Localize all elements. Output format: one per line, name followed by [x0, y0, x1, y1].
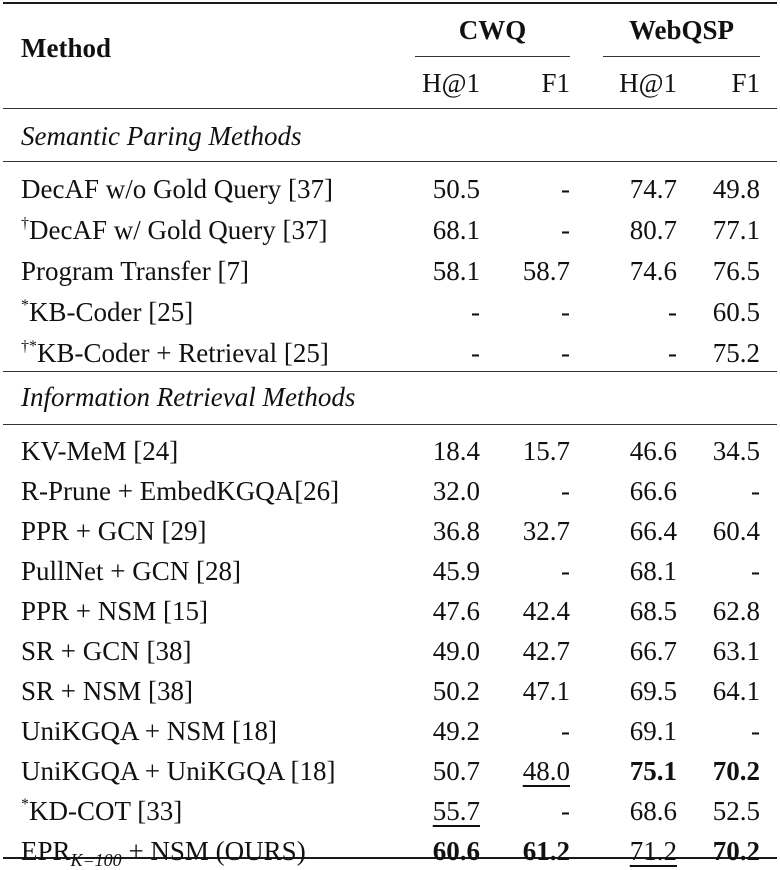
cwq-h1-value: 55.7: [432, 796, 480, 826]
cwq-h1-value: 47.6: [432, 596, 480, 626]
cwq-f1-value: 47.1: [522, 676, 570, 706]
webqsp-f1-value: 49.8: [712, 174, 760, 204]
webqsp-f1-value: 77.1: [712, 215, 760, 245]
method-label: KV-MeM [24]: [21, 436, 179, 466]
cwq-h1-value: -: [471, 297, 480, 327]
method-label: PPR + NSM [15]: [21, 596, 209, 626]
cwq-h1-value: 68.1: [432, 215, 480, 245]
webqsp-f1-value: 60.5: [712, 297, 760, 327]
cwq-f1-value: 15.7: [522, 436, 570, 466]
cwq-h1-value: 32.0: [432, 476, 480, 506]
section-title-information-retrieval: Information Retrieval Methods: [21, 382, 356, 412]
webqsp-f1-header: F1: [731, 68, 760, 98]
method-name: [21, 554, 241, 588]
header-rule: [3, 108, 777, 109]
cwq-h1-header: H@1: [422, 68, 480, 98]
webqsp-h1-value: 69.1: [629, 716, 677, 746]
method-label: UniKGQA + UniKGQA [18]: [21, 756, 336, 786]
method-header: Method: [21, 33, 111, 63]
cwq-f1-value: 32.7: [522, 516, 570, 546]
method-label-main: EPR: [21, 836, 71, 866]
webqsp-f1-value: 34.5: [712, 436, 760, 466]
cwq-f1-value: -: [561, 556, 570, 586]
webqsp-h1-value: -: [668, 338, 677, 368]
webqsp-h1-value: 66.4: [629, 516, 677, 546]
webqsp-f1-value: 63.1: [712, 636, 760, 666]
cwq-h1-value: 58.1: [432, 256, 480, 286]
cwq-h1-value: 50.7: [432, 756, 480, 786]
cwq-f1-header: F1: [541, 68, 570, 98]
method-label: PullNet + GCN [28]: [21, 556, 241, 586]
webqsp-h1-header: H@1: [619, 68, 677, 98]
method-name: [21, 336, 329, 370]
method-label: R-Prune + EmbedKGQA[26]: [21, 476, 340, 506]
section2-top-rule: [3, 371, 777, 372]
method-subscript: K=100: [70, 850, 122, 870]
cwq-cmidrule: [415, 56, 570, 57]
webqsp-h1-value: 74.6: [629, 256, 677, 286]
webqsp-f1-value: 76.5: [712, 256, 760, 286]
method-name: [21, 594, 208, 628]
method-label: SR + NSM [38]: [21, 676, 194, 706]
webqsp-cmidrule: [603, 56, 760, 57]
cwq-f1-value: -: [561, 796, 570, 826]
cwq-h1-value: 60.6: [432, 836, 480, 866]
footnote-marker: *: [21, 796, 29, 813]
cwq-f1-value: 58.7: [522, 256, 570, 286]
webqsp-f1-value: 70.2: [712, 756, 760, 786]
webqsp-h1-value: 80.7: [629, 215, 677, 245]
method-name: [21, 514, 207, 548]
webqsp-f1-value: -: [751, 716, 760, 746]
method-name: [21, 634, 192, 668]
webqsp-h1-value: 69.5: [629, 676, 677, 706]
cwq-h1-value: 18.4: [432, 436, 480, 466]
method-name: [21, 172, 333, 206]
section1-rule: [3, 161, 777, 162]
webqsp-h1-value: 68.6: [629, 796, 677, 826]
webqsp-h1-value: 68.1: [629, 556, 677, 586]
cwq-h1-value: -: [471, 338, 480, 368]
method-name: [21, 434, 178, 468]
cwq-f1-value: -: [561, 476, 570, 506]
method-label: KD-COT [33]: [29, 796, 183, 826]
cwq-f1-value: -: [561, 174, 570, 204]
method-label: KB-Coder + Retrieval [25]: [37, 338, 329, 368]
webqsp-h1-value: 66.6: [629, 476, 677, 506]
cwq-f1-value: 48.0: [522, 756, 570, 786]
method-name: [21, 213, 327, 247]
webqsp-h1-value: 66.7: [629, 636, 677, 666]
footnote-marker: *: [21, 297, 29, 314]
webqsp-h1-value: 75.1: [629, 756, 677, 786]
webqsp-f1-value: 62.8: [712, 596, 760, 626]
cwq-f1-value: -: [561, 716, 570, 746]
webqsp-f1-value: 70.2: [712, 836, 760, 866]
method-name: [21, 254, 249, 288]
webqsp-h1-value: 74.7: [629, 174, 677, 204]
cwq-f1-value: 42.7: [522, 636, 570, 666]
cwq-h1-value: 49.0: [432, 636, 480, 666]
cwq-h1-value: 50.5: [432, 174, 480, 204]
webqsp-f1-value: -: [751, 556, 760, 586]
cwq-f1-value: -: [561, 297, 570, 327]
webqsp-h1-value: -: [668, 297, 677, 327]
cwq-f1-value: -: [561, 338, 570, 368]
cwq-header: CWQ: [458, 15, 527, 45]
cwq-h1-value: 45.9: [432, 556, 480, 586]
method-name: [21, 674, 193, 708]
method-name: [21, 714, 277, 748]
footnote-marker: †*: [21, 338, 37, 355]
webqsp-h1-value: 68.5: [629, 596, 677, 626]
method-label: KB-Coder [25]: [29, 297, 194, 327]
section2-rule: [3, 424, 777, 425]
cwq-f1-value: -: [561, 215, 570, 245]
webqsp-header: WebQSP: [628, 15, 735, 45]
webqsp-h1-value: 46.6: [629, 436, 677, 466]
webqsp-f1-value: 64.1: [712, 676, 760, 706]
section-title-semantic-parsing: Semantic Paring Methods: [21, 121, 302, 151]
method-name: [21, 794, 182, 828]
footnote-marker: †: [21, 215, 29, 232]
cwq-f1-value: 42.4: [522, 596, 570, 626]
method-label: PPR + GCN [29]: [21, 516, 207, 546]
webqsp-f1-value: 52.5: [712, 796, 760, 826]
method-label: UniKGQA + NSM [18]: [21, 716, 277, 746]
method-name: [21, 754, 335, 788]
cwq-h1-value: 36.8: [432, 516, 480, 546]
method-label-rest: + NSM (OURS): [121, 836, 306, 866]
cwq-h1-value: 49.2: [432, 716, 480, 746]
method-name: [21, 295, 193, 329]
cwq-h1-value: 50.2: [432, 676, 480, 706]
top-rule: [3, 2, 777, 4]
method-label: SR + GCN [38]: [21, 636, 192, 666]
webqsp-f1-value: -: [751, 476, 760, 506]
method-label: DecAF w/ Gold Query [37]: [29, 215, 328, 245]
method-label: Program Transfer [7]: [21, 256, 249, 286]
method-name: [21, 474, 339, 508]
method-label: DecAF w/o Gold Query [37]: [21, 174, 333, 204]
webqsp-h1-value: 71.2: [629, 836, 677, 866]
webqsp-f1-value: 60.4: [712, 516, 760, 546]
cwq-f1-value: 61.2: [522, 836, 570, 866]
webqsp-f1-value: 75.2: [712, 338, 760, 368]
